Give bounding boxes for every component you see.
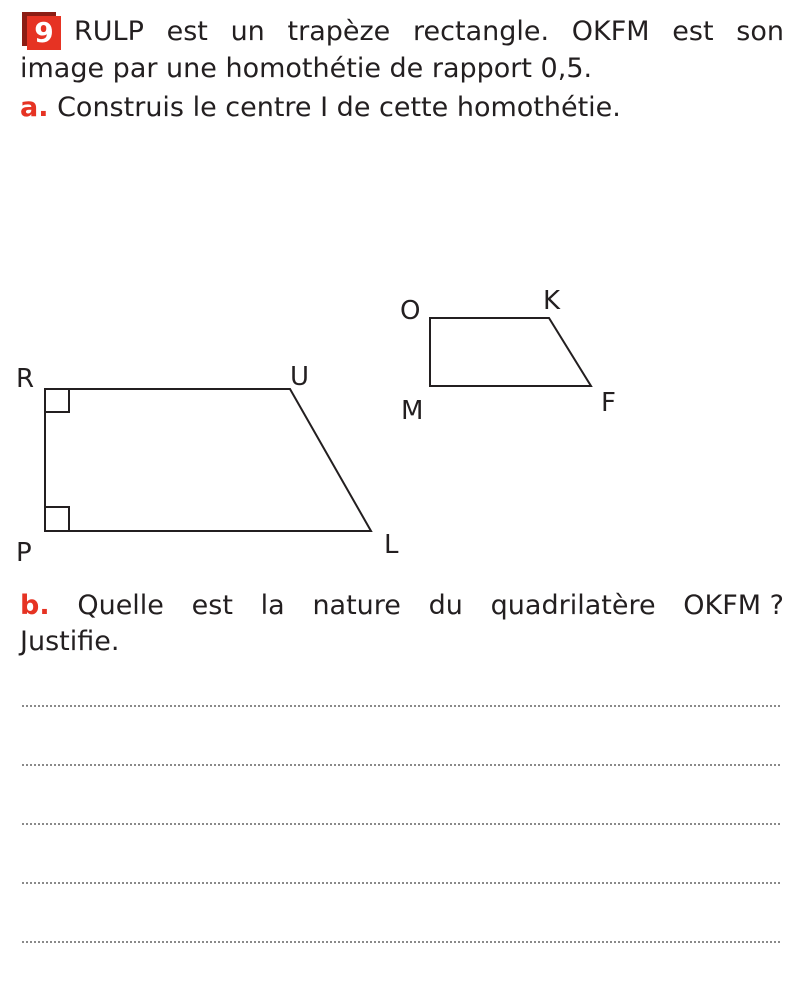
vertex-label-p: P <box>16 538 32 568</box>
part-b-label: b. <box>20 590 50 621</box>
answer-line[interactable] <box>22 823 780 825</box>
answer-line[interactable] <box>22 882 780 884</box>
statement-line-1 <box>20 14 784 50</box>
right-angle-mark-p <box>45 507 69 531</box>
statement-line-2: image par une homothétie de rapport 0,5. <box>20 53 593 84</box>
part-b-word: est <box>191 590 233 621</box>
statement-word: son <box>736 16 784 47</box>
statement-word: rectangle. <box>413 16 550 47</box>
exercise-number: 9 <box>27 16 61 50</box>
part-b-word: OKFM ? <box>683 590 784 621</box>
statement-word: est <box>166 16 208 47</box>
vertex-label-u: U <box>290 362 310 392</box>
trapezoid-okfm <box>430 318 591 386</box>
statement-word: RULP <box>74 16 144 47</box>
part-a-question <box>20 90 784 126</box>
vertex-label-l: L <box>384 530 399 560</box>
part-b-word: du <box>428 590 463 621</box>
part-b-word: Quelle <box>77 590 164 621</box>
part-a-text: Construis le centre I de cette homothétie. <box>57 92 621 123</box>
vertex-label-o: O <box>400 296 421 326</box>
part-b-question <box>20 588 784 624</box>
part-b-line-2: Justifie. <box>20 626 120 657</box>
answer-line[interactable] <box>22 705 780 707</box>
statement-word: trapèze <box>287 16 391 47</box>
part-b-word: quadrilatère <box>490 590 656 621</box>
right-angle-mark-r <box>45 389 69 412</box>
part-b-word: la <box>260 590 285 621</box>
statement-word: est <box>672 16 714 47</box>
statement-word: un <box>230 16 265 47</box>
trapezoid-rulp <box>45 389 371 531</box>
vertex-label-f: F <box>601 388 616 418</box>
vertex-label-r: R <box>16 364 35 394</box>
answer-line[interactable] <box>22 764 780 766</box>
vertex-label-m: M <box>401 396 424 426</box>
vertex-label-k: K <box>543 286 561 316</box>
answer-line[interactable] <box>22 941 780 943</box>
part-b-word: nature <box>312 590 401 621</box>
statement-word: OKFM <box>571 16 650 47</box>
part-a-label: a. <box>20 92 49 123</box>
trapezoid-figure <box>0 280 803 580</box>
